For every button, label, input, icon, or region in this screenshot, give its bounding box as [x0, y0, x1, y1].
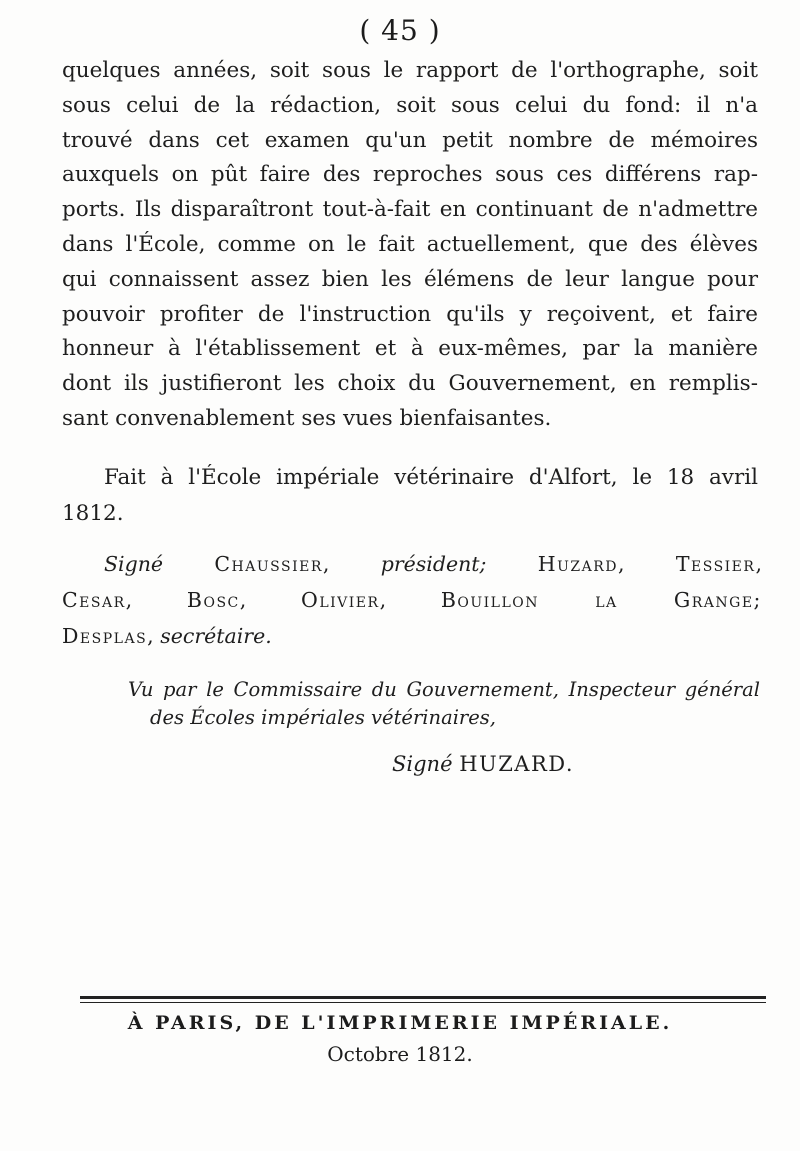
role-president: président;	[380, 552, 487, 576]
signatures-line-1: Signé Chaussier, président; Huzard, Tessier,	[104, 552, 762, 576]
vu-block	[128, 676, 760, 732]
final-signe-label: Signé	[392, 752, 453, 776]
vu-line-2: des Écoles impériales vétérinaires,	[150, 706, 497, 729]
signatory-bosc: Bosc	[186, 588, 240, 612]
signatures-line-2: Cesar, Bosc, Olivier, Bouillon la Grange;	[62, 588, 762, 612]
body-line: dans l'École, comme on le fait actuellement, que des élèves	[62, 231, 758, 257]
body-line: honneur à l'établissement et à eux-mêmes, par la manière	[62, 336, 758, 362]
final-signatory-huzard: HUZARD.	[459, 752, 575, 776]
signatory-chaussier: Chaussier	[214, 552, 323, 576]
page-number: ( 45 )	[359, 14, 441, 47]
body-line: sous celui de la rédaction, soit sous celui du fond: il n'a	[62, 92, 758, 118]
imprint-date: Octobre 1812.	[327, 1042, 473, 1066]
dateline-line-2: 1812.	[62, 501, 124, 526]
signatory-bouillon-la-grange: Bouillon la Grange;	[440, 588, 762, 612]
signe-label: Signé	[104, 552, 164, 576]
signatures-line-3: Desplas, secrétaire.	[62, 624, 272, 648]
signatory-olivier: Olivier	[301, 588, 380, 612]
imprint-line: À PARIS, DE L'IMPRIMERIE IMPÉRIALE.	[127, 1012, 673, 1034]
signatory-desplas: Desplas	[62, 624, 148, 648]
body-line: qui connaissent assez bien les élémens de leur langue pour	[62, 266, 758, 292]
body-line: trouvé dans cet examen qu'un petit nombre de mémoires	[62, 127, 758, 153]
body-line: sant convenablement ses vues bienfaisantes.	[62, 405, 552, 431]
signatory-tessier: Tessier	[675, 552, 756, 576]
body-line: pouvoir profiter de l'instruction qu'ils y reçoivent, et faire	[62, 301, 758, 327]
imprint-rule-thick	[80, 996, 766, 999]
body-paragraph	[62, 54, 758, 437]
body-line: dont ils justifieront les choix du Gouvernement, en remplis-	[62, 371, 758, 397]
vu-line-1: Vu par le Commissaire du Gouvernement, Inspecteur général	[128, 678, 760, 701]
role-secretaire: secrétaire.	[160, 624, 272, 648]
signatory-cesar: Cesar	[62, 588, 126, 612]
final-signature	[392, 752, 574, 776]
dateline	[62, 460, 758, 532]
imprint-rule-thin	[80, 1002, 766, 1003]
body-line: auxquels on pût faire des reproches sous ces différens rap-	[62, 162, 758, 188]
signatory-huzard: Huzard	[537, 552, 619, 576]
body-line: quelques années, soit sous le rapport de l'orthographe, soit	[62, 58, 758, 83]
dateline-line-1: Fait à l'École impériale vétérinaire d'Alfort, le 18 avril	[104, 465, 758, 490]
signatures-block	[62, 546, 762, 654]
body-line: ports. Ils disparaîtront tout-à-fait en continuant de n'admettre	[62, 197, 758, 223]
